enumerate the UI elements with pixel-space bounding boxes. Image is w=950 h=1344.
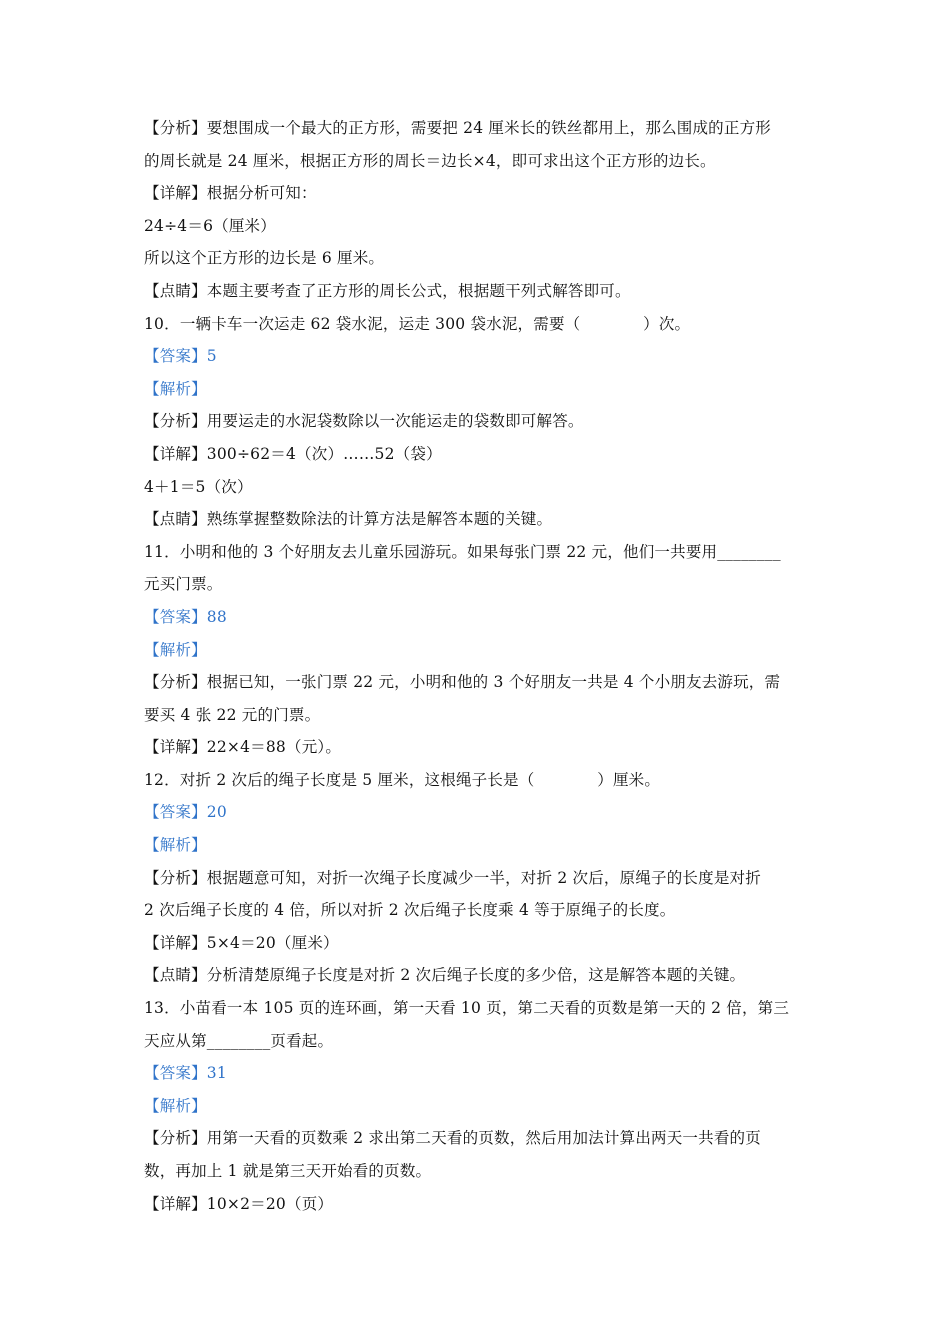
text-line: 【详解】5×4＝20（厘米） <box>144 933 339 952</box>
text-line: 要买 4 张 22 元的门票。 <box>144 705 321 724</box>
text-line: 【分析】用要运走的水泥袋数除以一次能运走的袋数即可解答。 <box>144 412 584 431</box>
text-line: 13．小苗看一本 105 页的连环画，第一天看 10 页，第二天看的页数是第一天的 2 倍，第三 <box>144 999 790 1018</box>
text-line: 【详解】300÷62＝4（次）……52（袋） <box>144 444 442 463</box>
text-line: 【答案】5 <box>144 347 217 366</box>
text-line: 24÷4＝6（厘米） <box>144 216 276 235</box>
text-line: 【分析】根据题意可知，对折一次绳子长度减少一半，对折 2 次后，原绳子的长度是对折 <box>144 868 761 887</box>
text-line: 【分析】用第一天看的页数乘 2 求出第二天看的页数，然后用加法计算出两天一共看的页 <box>144 1129 761 1148</box>
text-line: 【详解】22×4＝88（元）。 <box>144 738 342 757</box>
text-line: 【点睛】本题主要考查了正方形的周长公式，根据题干列式解答即可。 <box>144 281 631 300</box>
text-line: 天应从第________页看起。 <box>144 1031 334 1050</box>
text-line: 【详解】根据分析可知： <box>144 184 317 203</box>
text-line: 10．一辆卡车一次运走 62 袋水泥，运走 300 袋水泥，需要（ ）次。 <box>144 314 691 333</box>
text-line: 的周长就是 24 厘米，根据正方形的周长＝边长×4，即可求出这个正方形的边长。 <box>144 151 716 170</box>
text-line: 【解析】 <box>144 1096 207 1115</box>
text-line: 元买门票。 <box>144 575 223 594</box>
text-line: 【答案】88 <box>144 607 227 626</box>
text-line: 12．对折 2 次后的绳子长度是 5 厘米，这根绳子长是（ ）厘米。 <box>144 770 661 789</box>
text-line: 【分析】要想围成一个最大的正方形，需要把 24 厘米长的铁丝都用上，那么围成的正方形 <box>144 119 771 137</box>
text-line: 11．小明和他的 3 个好朋友去儿童乐园游玩。如果每张门票 22 元，他们一共要用________ <box>144 542 781 561</box>
text-line: 【答案】31 <box>144 1064 227 1083</box>
text-line: 【解析】 <box>144 640 207 659</box>
text-line: 【解析】 <box>144 379 207 398</box>
text-line: 【解析】 <box>144 836 207 855</box>
text-line: 【点睛】熟练掌握整数除法的计算方法是解答本题的关键。 <box>144 510 553 529</box>
text-line: 2 次后绳子长度的 4 倍，所以对折 2 次后绳子长度乘 4 等于原绳子的长度。 <box>144 901 676 920</box>
text-line: 【点睛】分析清楚原绳子长度是对折 2 次后绳子长度的多少倍，这是解答本题的关键。 <box>144 966 746 985</box>
document-body <box>144 112 809 1220</box>
text-line: 所以这个正方形的边长是 6 厘米。 <box>144 249 385 268</box>
text-line: 数，再加上 1 就是第三天开始看的页数。 <box>144 1162 432 1180</box>
text-line: 4＋1＝5（次） <box>144 477 253 496</box>
text-line: 【详解】10×2＝20（页） <box>144 1194 334 1213</box>
text-line: 【分析】根据已知，一张门票 22 元，小明和他的 3 个好朋友一共是 4 个小朋友去游玩，需 <box>144 673 781 692</box>
text-line: 【答案】20 <box>144 803 227 822</box>
